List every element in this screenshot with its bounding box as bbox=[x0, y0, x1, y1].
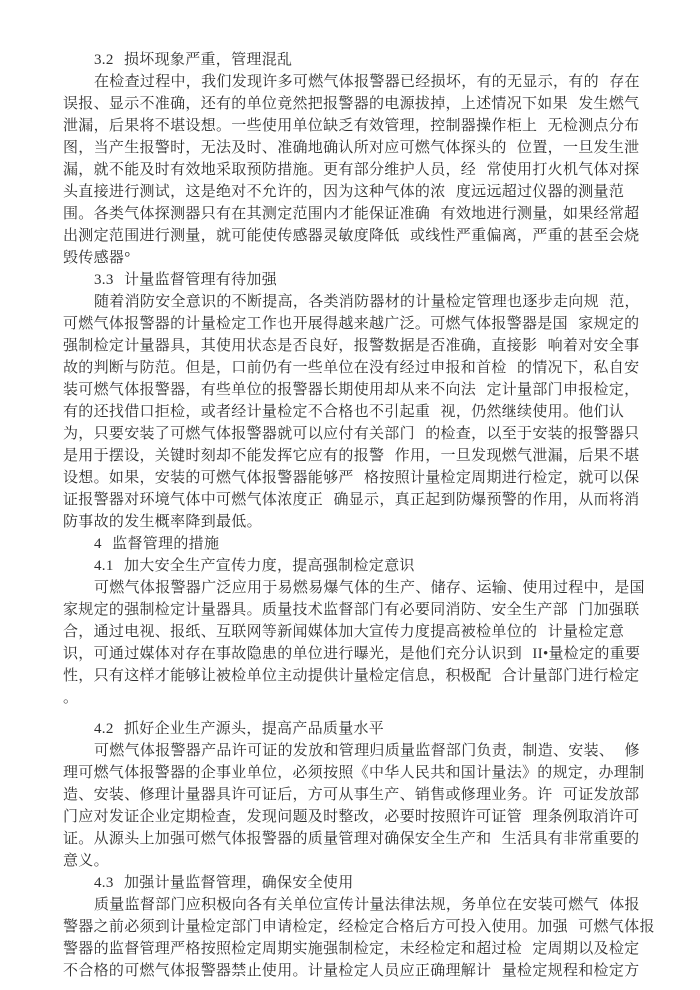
paragraph-line: 造、安装、修理计量器具许可证后，方可从事生产、销售或修理业务。许 可证发放部 bbox=[63, 787, 640, 803]
paragraph-line: 头直接进行测试，这是绝对不允许的，因为这种气体的浓 度远远超过仪器的测量范 bbox=[63, 184, 625, 200]
paragraph-line: 图，当产生报警时，无法及时、准确地确认所对应可燃气体探头的 位置，一旦发生泄 bbox=[63, 140, 640, 156]
paragraph-line: 泄漏，后果将不堪设想。一些使用单位缺乏有效管理，控制器操作柜上 无检测点分布 bbox=[63, 118, 640, 134]
paragraph-line: 不合格的可燃气体报警器禁止使用。计量检定人员应正确理解计 量检定规程和检定方 bbox=[63, 963, 640, 979]
paragraph-line: 装可燃气体报警器，有些单位的报警器长期使用却从来不向法 定计量部门申报检定， bbox=[63, 382, 640, 398]
paragraph-line: 可燃气体报警器广泛应用于易燃易爆气体的生产、储存、运输、使用过程中，是国 bbox=[94, 580, 645, 596]
section-heading: 3.3 计量监督管理有待加强 bbox=[94, 272, 278, 288]
paragraph-line: 理可燃气体报警器的企事业单位，必须按照《中华人民共和国计量法》的规定，办理制 bbox=[63, 765, 645, 781]
paragraph-line: 。 bbox=[63, 690, 79, 706]
section-heading: 4.3 加强计量监督管理，确保安全使用 bbox=[94, 875, 354, 891]
document-body bbox=[63, 49, 655, 982]
paragraph-line: 随着消防安全意识的不断提高，各类消防器材的计量检定管理也逐步走向规 范， bbox=[94, 294, 640, 310]
paragraph-line: 性，只有这样才能够让被检单位主动提供计量检定信息，积极配 合计量部门进行检定 bbox=[63, 668, 640, 684]
paragraph-line: 毁传感器° bbox=[63, 250, 131, 266]
paragraph-line: 出测定范围进行测量，就可能使传感器灵敏度降低 或线性严重偏离，严重的甚至会烧 bbox=[63, 228, 640, 244]
paragraph-line: 意义。 bbox=[63, 853, 109, 869]
paragraph-line: 门应对发证企业定期检查，发现问题及时整改，必要时按照许可证管 理条例取消许可 bbox=[63, 809, 640, 825]
paragraph-line: 误报、显示不准确，还有的单位竟然把报警器的电源拔掉，上述情况下如果 发生燃气 bbox=[63, 96, 640, 112]
paragraph-line: 警器的监督管理严格按照检定周期实施强制检定，未经检定和超过检 定周期以及检定 bbox=[63, 941, 640, 957]
section-heading: 4 监督管理的措施 bbox=[94, 536, 220, 552]
paragraph-gap bbox=[63, 709, 644, 718]
paragraph-line: 围。各类气体探测器只有在其测定范围内才能保证准确 有效地进行测量，如果经常超 bbox=[63, 206, 640, 222]
paragraph-line: 识，可通过媒体对存在事故隐患的单位进行曝光，是他们充分认识到 II•量检定的重要 bbox=[63, 646, 641, 662]
paragraph-line: 警器之前必须到计量检定部门申请检定，经检定合格后方可投入使用。加强 可燃气体报 bbox=[63, 919, 655, 935]
paragraph-line: 是用于摆设，关键时刻却不能发挥它应有的报警 作用，一旦发现燃气泄漏，后果不堪 bbox=[63, 448, 640, 464]
paragraph-line: 设想。如果，安装的可燃气体报警器能够严 格按照计量检定周期进行检定，就可以保 bbox=[63, 470, 640, 486]
paragraph-line: 可燃气体报警器的计量检定工作也开展得越来越广泛。可燃气体报警器是国 家规定的 bbox=[63, 316, 640, 332]
paragraph-line: 质量监督部门应积极向各有关单位宣传计量法律法规，务单位在安装可燃气 体报 bbox=[94, 897, 640, 913]
section-heading: 4.2 抓好企业生产源头，提高产品质量水平 bbox=[94, 721, 385, 737]
paragraph-line: 防事故的发生概率降到最低。 bbox=[63, 514, 262, 530]
paragraph-line: 在检查过程中，我们发现许多可燃气体报警器已经损坏，有的无显示，有的 存在 bbox=[94, 74, 640, 90]
paragraph-line: 强制检定计量器具，其使用状态是否良好，报警数据是否准确，直接影 响着对安全事 bbox=[63, 338, 640, 354]
paragraph-line: 为，只要安装了可燃气体报警器就可以应付有关部门 的检查，以至于安装的报警器只 bbox=[63, 426, 640, 442]
paragraph-line: 可燃气体报警器产品许可证的发放和管理归质量监督部门负责，制造、安装、 修 bbox=[94, 743, 640, 759]
paragraph-line: 故的判断与防范。但是，口前仍有一些单位在没有经过申报和首检 的情况下，私自安 bbox=[63, 360, 640, 376]
paragraph-line: 漏，就不能及时有效地采取预防措施。更有部分维护人员，经 常使用打火机气体对探 bbox=[63, 162, 640, 178]
paragraph-line: 证。从源头上加强可燃气体报警器的质量管理对确保安全生产和 生活具有非常重要的 bbox=[63, 831, 640, 847]
paragraph-line: 合，通过电视、报纸、互联网等新闻媒体加大宣传力度提高被检单位的 计量检定意 bbox=[63, 624, 625, 640]
paragraph-line: 家规定的强制检定计量器具。质量技术监督部门有必要同消防、安全生产部 门加强联 bbox=[63, 602, 640, 618]
section-heading: 4.1 加大安全生产宣传力度，提高强制检定意识 bbox=[94, 558, 415, 574]
paragraph-line: 有的还找借口拒检，或者经计量检定不合格也不引起重 视，仍然继续使用。他们认 bbox=[63, 404, 625, 420]
paragraph-line: 证报警器对环境气体中可燃气体浓度正 确显示，真正起到防爆预警的作用，从而将消 bbox=[63, 492, 640, 508]
section-heading: 3.2 损坏现象严重，管理混乱 bbox=[94, 52, 293, 68]
